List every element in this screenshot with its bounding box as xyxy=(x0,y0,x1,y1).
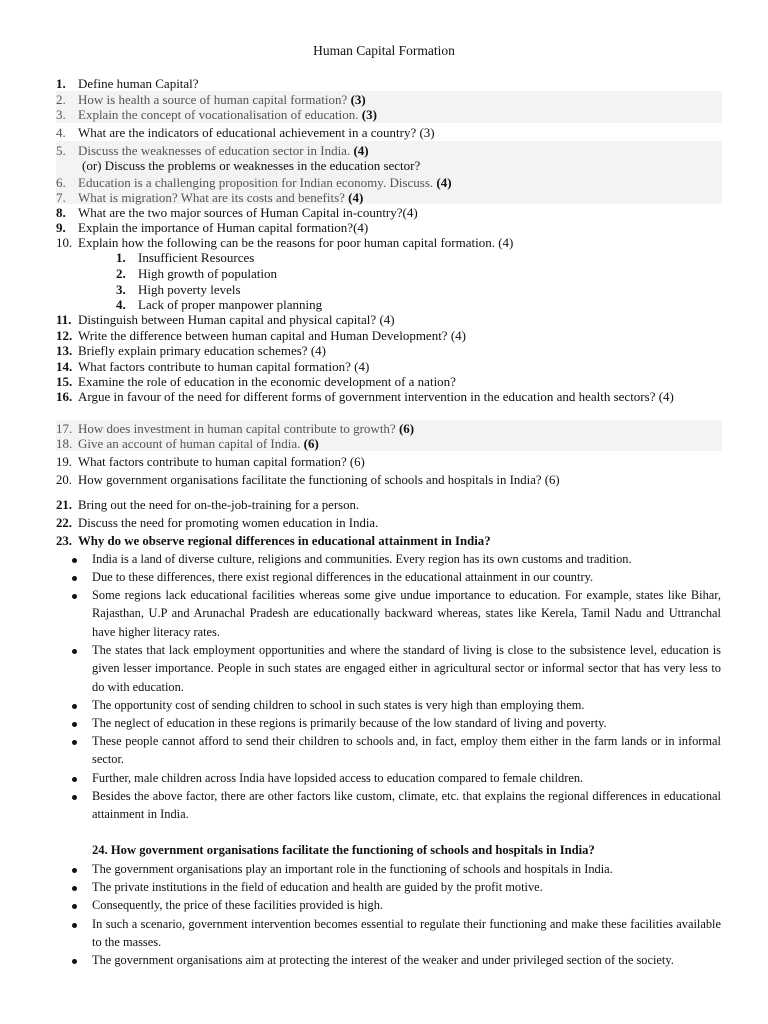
question-item: 20. How government organisations facilitate the functioning of schools and hospitals in India? (6) xyxy=(56,473,560,487)
question-item: 16. Argue in favour of the need for different forms of government intervention in the education and health sectors? (4) xyxy=(56,389,674,404)
question-item: 11. Distinguish between Human capital and physical capital? (4) xyxy=(56,312,395,327)
sub-list-item: 4. Lack of proper manpower planning xyxy=(116,297,323,312)
sub-list-item: 2. High growth of population xyxy=(116,266,278,281)
answer-bullet: Consequently, the price of these facilities provided is high. xyxy=(92,898,383,912)
bullet-icon xyxy=(72,959,77,964)
question-item: 14. What factors contribute to human capital formation? (4) xyxy=(56,359,370,374)
answer-bullet: The government organisations play an important role in the functioning of schools and hospitals in India. xyxy=(92,862,613,876)
question-item: 18. Give an account of human capital of India. (6) xyxy=(56,436,319,451)
question-item: 21. Bring out the need for on-the-job-training for a person. xyxy=(56,498,360,512)
answer-bullet: In such a scenario, government intervention becomes essential to regulate their functioning and make these facilities available to the masses. xyxy=(92,917,721,950)
answer-bullet: India is a land of diverse culture, religions and communities. Every region has its own customs and tradition. xyxy=(92,552,632,566)
answer-bullet: The neglect of education in these regions is primarily because of the low standard of living and poverty. xyxy=(92,716,607,730)
question-item: 3. Explain the concept of vocationalisation of education. (3) xyxy=(56,107,377,122)
question-item: 17. How does investment in human capital contribute to growth? (6) xyxy=(56,421,415,436)
bullet-icon xyxy=(72,868,77,873)
sub-list-item: 1. Insufficient Resources xyxy=(116,250,255,265)
answer-bullet: Due to these differences, there exist regional differences in the educational attainment in our country. xyxy=(92,570,594,584)
bullet-icon xyxy=(72,904,77,909)
page-title: Human Capital Formation xyxy=(313,43,455,58)
question-item: 5. Discuss the weaknesses of education sector in India. (4) xyxy=(56,143,369,158)
question-item: 23. Why do we observe regional differences in educational attainment in India? xyxy=(56,534,491,548)
answer-bullet: The private institutions in the field of education and health are guided by the profit motive. xyxy=(92,880,543,894)
question-item: 9. Explain the importance of Human capital formation?(4) xyxy=(56,220,369,235)
bullet-icon xyxy=(72,704,77,709)
question-item: 13. Briefly explain primary education schemes? (4) xyxy=(56,343,326,358)
sub-list-item: 3. High poverty levels xyxy=(116,282,241,297)
answer-bullet: Further, male children across India have lopsided access to education compared to female children. xyxy=(92,771,584,785)
bullet-icon xyxy=(72,722,77,727)
bullet-icon xyxy=(72,649,77,654)
question-item: 6. Education is a challenging proposition for Indian economy. Discuss. (4) xyxy=(56,175,452,190)
bullet-icon xyxy=(72,923,77,928)
bullet-icon xyxy=(72,777,77,782)
bullet-icon xyxy=(72,795,77,800)
question-item: 7. What is migration? What are its costs and benefits? (4) xyxy=(56,190,364,205)
bullet-icon xyxy=(72,740,77,745)
answer-bullet: Some regions lack educational facilities whereas some give undue importance to education. For example, states like Bihar, Rajasthan, U.P and Arunachal Pradesh are educationally backward whereas, states like Kerela, Tamil Nadu and Uttranchal have higher literacy rates. xyxy=(92,588,721,639)
question-item-alt: (or) Discuss the problems or weaknesses in the education sector? xyxy=(82,158,421,173)
answer-bullet: The government organisations aim at protecting the interest of the weaker and under privileged section of the society. xyxy=(92,953,674,967)
answer-bullet: Besides the above factor, there are other factors like custom, climate, etc. that explains the regional differences in educational attainment in India. xyxy=(92,789,721,822)
bullet-icon xyxy=(72,558,77,563)
bullet-icon xyxy=(72,576,77,581)
answer-bullet: The states that lack employment opportunities and where the standard of living is close to the subsistence level, education is given lesser importance. People in such states are engaged either in agricultural sector or informal sector that has very less to do with education. xyxy=(92,643,721,694)
bullet-icon xyxy=(72,886,77,891)
question-item: 4. What are the indicators of educational achievement in a country? (3) xyxy=(56,125,435,140)
bullet-icon xyxy=(72,594,77,599)
answer-bullet: The opportunity cost of sending children to school in such states is very high than employing them. xyxy=(92,698,585,712)
question-item: 10. Explain how the following can be the reasons for poor human capital formation. (4) xyxy=(56,235,514,250)
question-item: 22. Discuss the need for promoting women education in India. xyxy=(56,516,379,530)
question-item: 12. Write the difference between human capital and Human Development? (4) xyxy=(56,328,466,343)
question-item: 8. What are the two major sources of Human Capital in-country?(4) xyxy=(56,205,418,220)
question-item: 1. Define human Capital? xyxy=(56,76,199,91)
question-heading: 24. How government organisations facilitate the functioning of schools and hospitals in India? xyxy=(92,843,595,857)
question-item: 15. Examine the role of education in the economic development of a nation? xyxy=(56,374,456,389)
question-item: 19. What factors contribute to human capital formation? (6) xyxy=(56,455,365,469)
answer-bullet: These people cannot afford to send their children to schools and, in fact, employ them either in the farm lands or in informal sector. xyxy=(92,734,721,767)
question-item: 2. How is health a source of human capital formation? (3) xyxy=(56,92,366,107)
